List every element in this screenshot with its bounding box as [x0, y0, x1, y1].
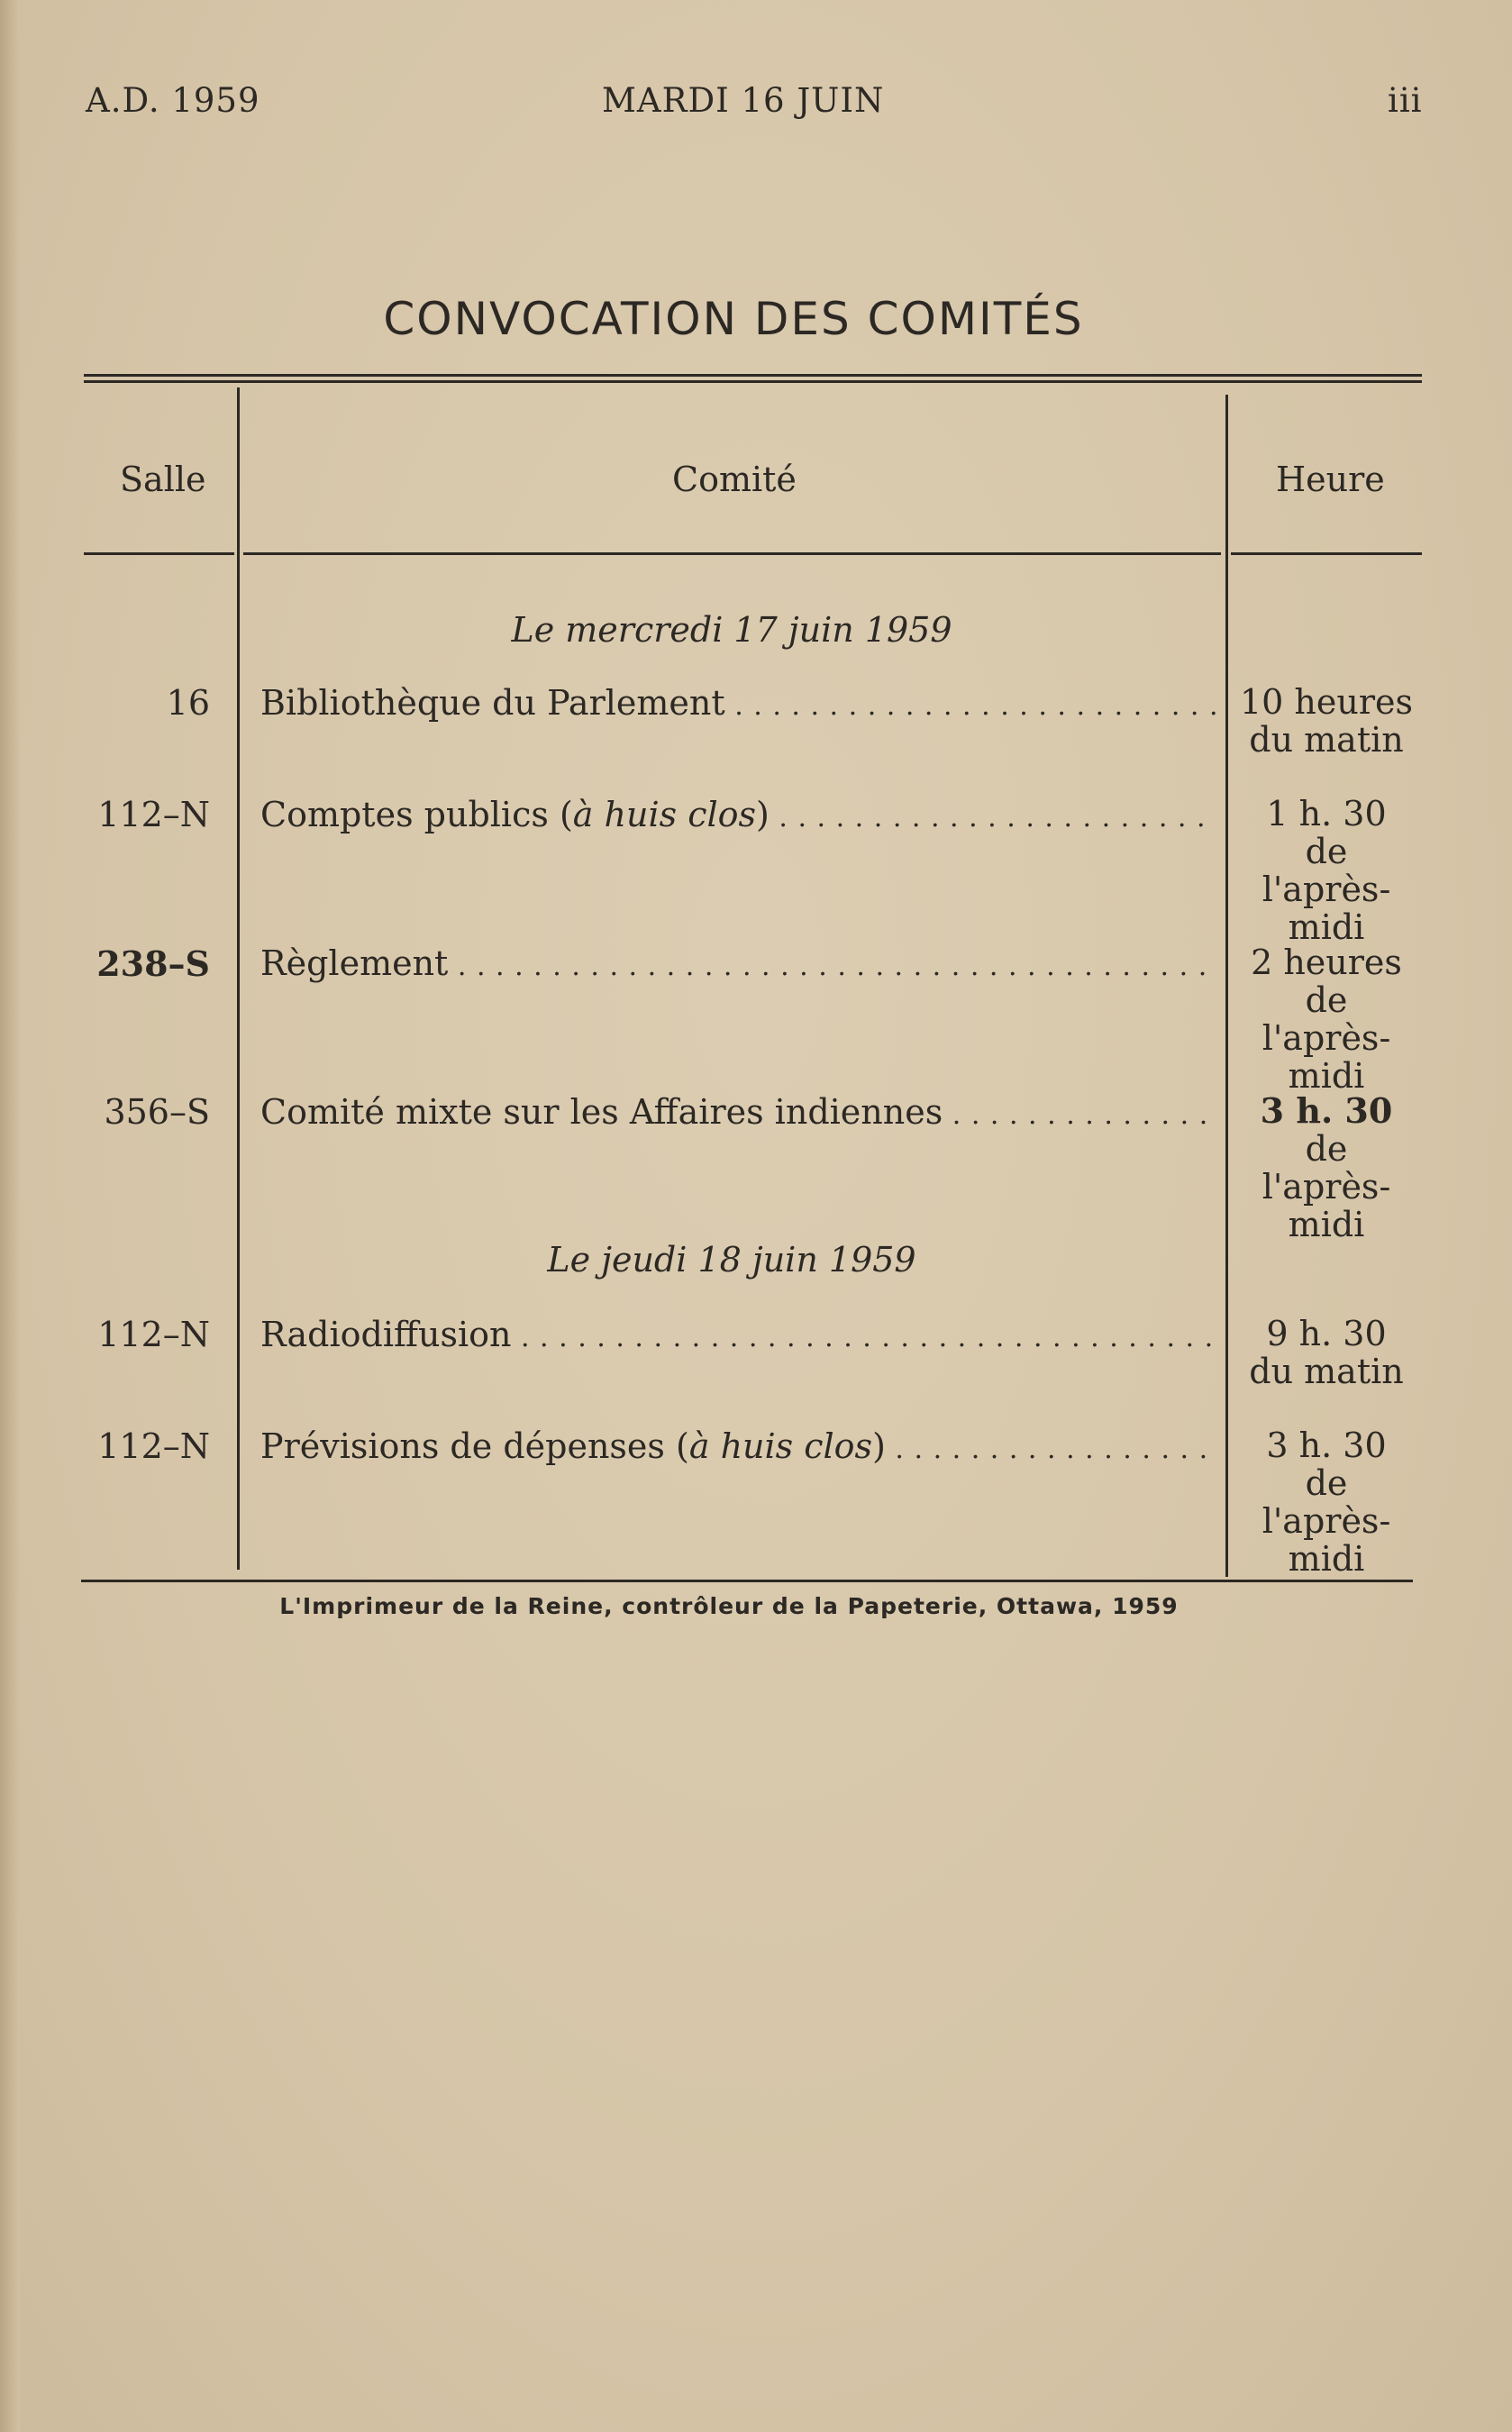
date-heading: Le jeudi 18 juin 1959	[547, 1240, 916, 1280]
row-comite-after: )	[756, 795, 770, 834]
header-page-number: iii	[1388, 81, 1423, 120]
header-underline-salle	[84, 552, 234, 555]
row-comite	[260, 1426, 1216, 1466]
row-salle: 16	[166, 683, 210, 723]
row-comite-text: Radiodiffusion	[260, 1315, 512, 1354]
row-salle: 112–N	[97, 1426, 210, 1466]
row-comite	[260, 795, 1216, 834]
row-heure	[1236, 683, 1416, 759]
row-heure	[1236, 1092, 1416, 1243]
row-comite-text: Comité mixte sur les Affaires indiennes	[260, 1092, 943, 1132]
row-comite-text: Comptes publics (	[260, 795, 573, 834]
column-header-comite: Comité	[672, 460, 797, 499]
row-salle: 238–S	[96, 943, 210, 984]
row-heure-line3: midi	[1288, 1056, 1365, 1096]
column-header-heure: Heure	[1276, 460, 1385, 499]
row-comite-text: Bibliothèque du Parlement	[260, 683, 725, 723]
header-underline-comite	[243, 552, 1221, 555]
row-comite-text: Règlement	[260, 943, 449, 983]
imprint-footer-text: L'Imprimeur de la Reine, contrôleur de la Papeterie, Ottawa, 1959	[279, 1593, 1179, 1619]
row-heure-line2: du matin	[1249, 720, 1404, 760]
row-salle: 356–S	[104, 1092, 210, 1132]
column-divider-1	[237, 387, 240, 1570]
imprint-footer	[0, 1593, 1512, 1619]
page-title-text: CONVOCATION DES COMITÉS	[383, 293, 1084, 345]
row-comite	[260, 683, 1216, 723]
date-heading: Le mercredi 17 juin 1959	[511, 610, 952, 650]
row-heure-line1: 10 heures	[1239, 682, 1414, 722]
header-date: MARDI 16 JUIN	[602, 81, 885, 120]
header-underline-heure	[1231, 552, 1422, 555]
row-heure-line3: midi	[1288, 1205, 1365, 1244]
page-spine	[0, 0, 20, 2432]
row-heure-line1: 1 h. 30	[1266, 794, 1387, 833]
top-rule-1	[84, 374, 1422, 377]
row-comite	[260, 1315, 1216, 1354]
row-salle: 112–N	[97, 795, 210, 834]
row-heure-line2: de l'après-	[1262, 832, 1391, 909]
row-comite-italic: à huis clos	[688, 1426, 873, 1466]
row-heure-line2: de l'après-	[1262, 1129, 1391, 1207]
row-comite	[260, 943, 1216, 983]
row-heure-line3: midi	[1288, 1539, 1365, 1579]
row-heure-line1: 3 h. 30	[1266, 1425, 1387, 1465]
row-heure-line1: 2 heures	[1251, 943, 1402, 982]
row-comite-after: )	[872, 1426, 886, 1466]
row-heure	[1236, 795, 1416, 946]
bottom-rule	[81, 1580, 1413, 1582]
row-heure	[1236, 943, 1416, 1095]
row-comite-text: Prévisions de dépenses (	[260, 1426, 689, 1466]
column-divider-2	[1225, 395, 1228, 1577]
header-year: A.D. 1959	[86, 81, 260, 120]
top-rule-2	[84, 380, 1422, 383]
row-heure-line2: de l'après-	[1262, 1463, 1391, 1541]
row-heure-line3: midi	[1288, 907, 1365, 947]
row-heure-line1: 3 h. 30	[1260, 1090, 1393, 1131]
column-header-salle: Salle	[120, 460, 206, 499]
row-heure	[1236, 1315, 1416, 1390]
row-heure-line1: 9 h. 30	[1266, 1314, 1387, 1353]
row-salle: 112–N	[97, 1315, 210, 1354]
row-heure-line2: de l'après-	[1262, 980, 1391, 1058]
row-heure-line2: du matin	[1249, 1352, 1404, 1391]
row-comite-italic: à huis clos	[572, 795, 757, 834]
row-heure	[1236, 1426, 1416, 1578]
row-comite	[260, 1092, 1216, 1132]
page-title	[0, 293, 1512, 345]
